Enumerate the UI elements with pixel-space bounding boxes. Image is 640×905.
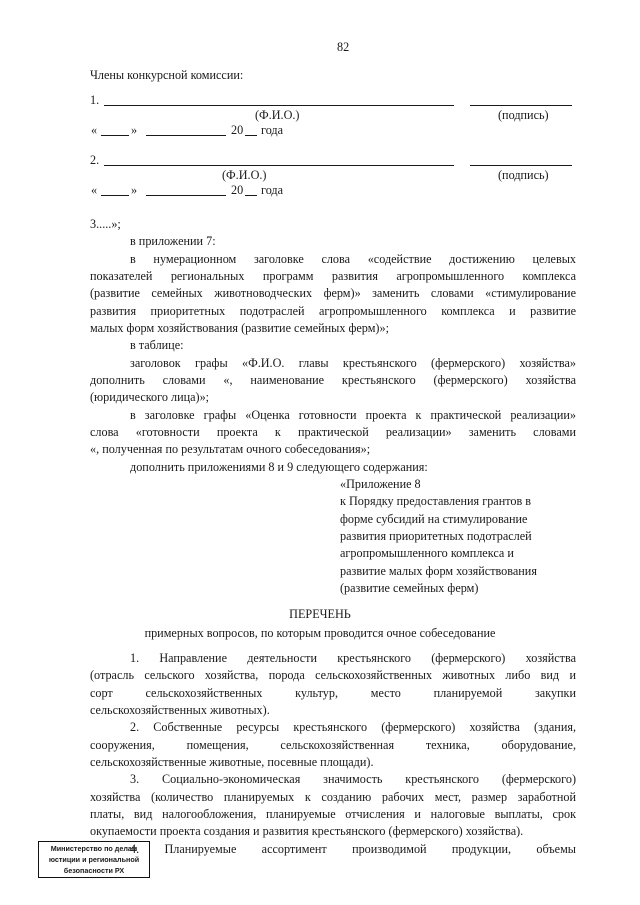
fio-line [104, 105, 454, 106]
fio-label: (Ф.И.О.) [222, 168, 267, 182]
date-month-line [146, 195, 226, 196]
list-subtitle: примерных вопросов, по которым проводится очное собеседование [144, 626, 496, 640]
date-day-line [101, 195, 129, 196]
appendix-line: развитие малых форм хозяйствования [340, 564, 537, 578]
body-line: в нумерационном заголовке слова «содействие достижению целевых [130, 252, 576, 266]
appendix-line: агропромышленного комплекса и [340, 546, 514, 560]
commission-title: Члены конкурсной комиссии: [90, 68, 244, 82]
body-line: малых форм хозяйствования (развитие семейных ферм)»; [90, 321, 389, 335]
body-line: дополнить приложениями 8 и 9 следующего содержания: [130, 460, 428, 474]
page-number: 82 [337, 40, 350, 54]
signature-number: 1. [90, 93, 100, 107]
body-line: (развитие семейных животноводческих ферм)» заменить словами «стимулирование [90, 286, 576, 300]
list-line: (отрасль сельского хозяйства, порода сельскохозяйственных животных либо вид и [90, 668, 576, 682]
body-line: в таблице: [130, 338, 184, 352]
list-line: окупаемости проекта создания и развития крестьянского (фермерского) хозяйства). [90, 824, 524, 838]
date-year: 20 [231, 183, 244, 197]
body-line: слова «готовности проекта к практической реализации» заменить словами [90, 425, 576, 439]
list-line: 3. Социально-экономическая значимость крестьянского (фермерского) [130, 772, 576, 786]
body-line: показателей региональных программ развития агропромышленного комплекса [90, 269, 576, 283]
list-line: 4. Планируемые ассортимент производимой продукции, объемы [130, 842, 576, 856]
date-year-line [245, 135, 257, 136]
appendix-line: к Порядку предоставления грантов в [340, 494, 532, 508]
stamp-line: Министерство по делам [50, 844, 138, 853]
list-line: 1. Направление деятельности крестьянского (фермерского) хозяйства [130, 651, 576, 665]
date-close-quote: » [131, 183, 138, 197]
stamp-line: юстиции и региональной [48, 855, 140, 864]
appendix-line: (развитие семейных ферм) [340, 581, 479, 595]
date-day-line [101, 135, 129, 136]
signature-line [470, 105, 572, 106]
body-line: дополнить словами «, наименование крестьянского (фермерского) хозяйства [90, 373, 576, 387]
appendix-line: «Приложение 8 [340, 477, 421, 491]
body-line: в приложении 7: [130, 234, 216, 248]
fio-label: (Ф.И.О.) [255, 108, 300, 122]
list-line: сорт сельскохозяйственных культур, место планируемой закупки [90, 686, 576, 700]
signature-line [470, 165, 572, 166]
body-line: 3.....»; [90, 217, 121, 231]
body-line: «, полученная по результатам очного собеседования»; [90, 442, 371, 456]
date-year-word: года [261, 183, 284, 197]
body-line: развития приоритетных подотраслей агропромышленного комплекса и развитие [90, 304, 576, 318]
signature-label: (подпись) [498, 168, 549, 182]
signature-label: (подпись) [498, 108, 549, 122]
list-line: хозяйства (количество планируемых к созданию рабочих мест, размер заработной [90, 790, 576, 804]
appendix-line: форме субсидий на стимулирование [340, 512, 528, 526]
signature-number: 2. [90, 153, 100, 167]
ministry-stamp [38, 841, 150, 878]
date-open-quote: « [91, 123, 98, 137]
date-year-line [245, 195, 257, 196]
date-open-quote: « [91, 183, 98, 197]
appendix-line: развития приоритетных подотраслей [340, 529, 532, 543]
list-line: сельскохозяйственные животные, посевные площади). [90, 755, 374, 769]
body-line: в заголовке графы «Оценка готовности проекта к практической реализации» [130, 408, 576, 422]
date-close-quote: » [131, 123, 138, 137]
fio-line [104, 165, 454, 166]
date-year-word: года [261, 123, 284, 137]
list-line: 2. Собственные ресурсы крестьянского (фермерского) хозяйства (здания, [130, 720, 576, 734]
body-line: заголовок графы «Ф.И.О. главы крестьянского (фермерского) хозяйства» [130, 356, 576, 370]
list-line: сооружения, помещения, сельскохозяйственная техника, оборудование, [90, 738, 576, 752]
body-line: (юридического лица)»; [90, 390, 210, 404]
date-month-line [146, 135, 226, 136]
list-line: сельскохозяйственных животных). [90, 703, 270, 717]
stamp-line: безопасности РХ [63, 866, 125, 875]
list-title: ПЕРЕЧЕНЬ [289, 607, 351, 621]
list-line: платы, вид налогообложения, планируемые отчисления и налоговые выплаты, срок [90, 807, 576, 821]
date-year: 20 [231, 123, 244, 137]
